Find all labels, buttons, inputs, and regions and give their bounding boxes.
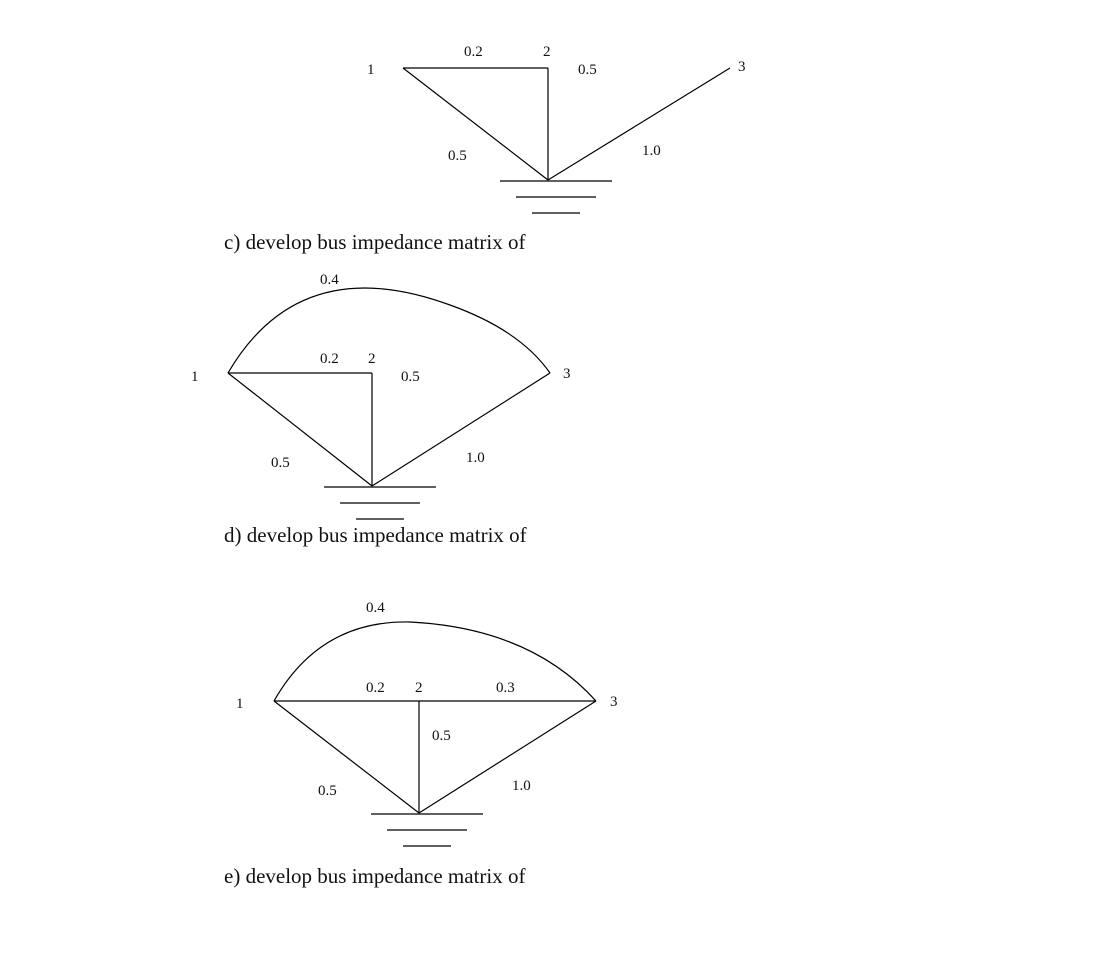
caption-d: d) develop bus impedance matrix of [224,523,527,547]
bus-label-3: 3 [738,59,746,75]
ground-symbol [324,487,436,519]
bus-label-3: 3 [610,694,618,710]
bus-label-2: 2 [415,680,423,696]
bus-label-3: 3 [563,366,571,382]
impedance-1-3-arc: 0.4 [320,272,339,288]
caption-c: c) develop bus impedance matrix of [224,230,526,254]
impedance-1-2: 0.2 [366,680,385,696]
impedance-2-ground: 0.5 [578,62,597,78]
impedance-2-ground: 0.5 [432,728,451,744]
diagram-e [236,600,618,846]
branch-1-ground [228,373,372,486]
impedance-3-ground: 1.0 [642,143,661,159]
impedance-1-3-arc: 0.4 [366,600,385,616]
impedance-2-ground: 0.5 [401,369,420,385]
impedance-2-3: 0.3 [496,680,515,696]
ground-symbol [371,814,483,846]
bus-label-1: 1 [191,369,199,385]
caption-e: e) develop bus impedance matrix of [224,864,526,888]
impedance-1-2: 0.2 [320,351,339,367]
diagram-d [191,272,571,519]
branch-1-3-arc [274,622,596,701]
branch-3-ground [419,701,596,813]
bus-label-2: 2 [543,44,551,60]
branch-3-ground [372,373,550,486]
branch-1-ground [403,68,548,180]
bus-label-2: 2 [368,351,376,367]
impedance-3-ground: 1.0 [512,778,531,794]
bus-label-1: 1 [367,62,375,78]
branch-3-ground [548,68,730,180]
impedance-1-ground: 0.5 [318,783,337,799]
impedance-3-ground: 1.0 [466,450,485,466]
impedance-1-2: 0.2 [464,44,483,60]
diagram-c [367,44,746,213]
ground-symbol [500,181,612,213]
bus-label-1: 1 [236,696,244,712]
impedance-1-ground: 0.5 [271,455,290,471]
impedance-1-ground: 0.5 [448,148,467,164]
branch-1-ground [274,701,419,813]
branch-1-3-arc [228,288,550,373]
